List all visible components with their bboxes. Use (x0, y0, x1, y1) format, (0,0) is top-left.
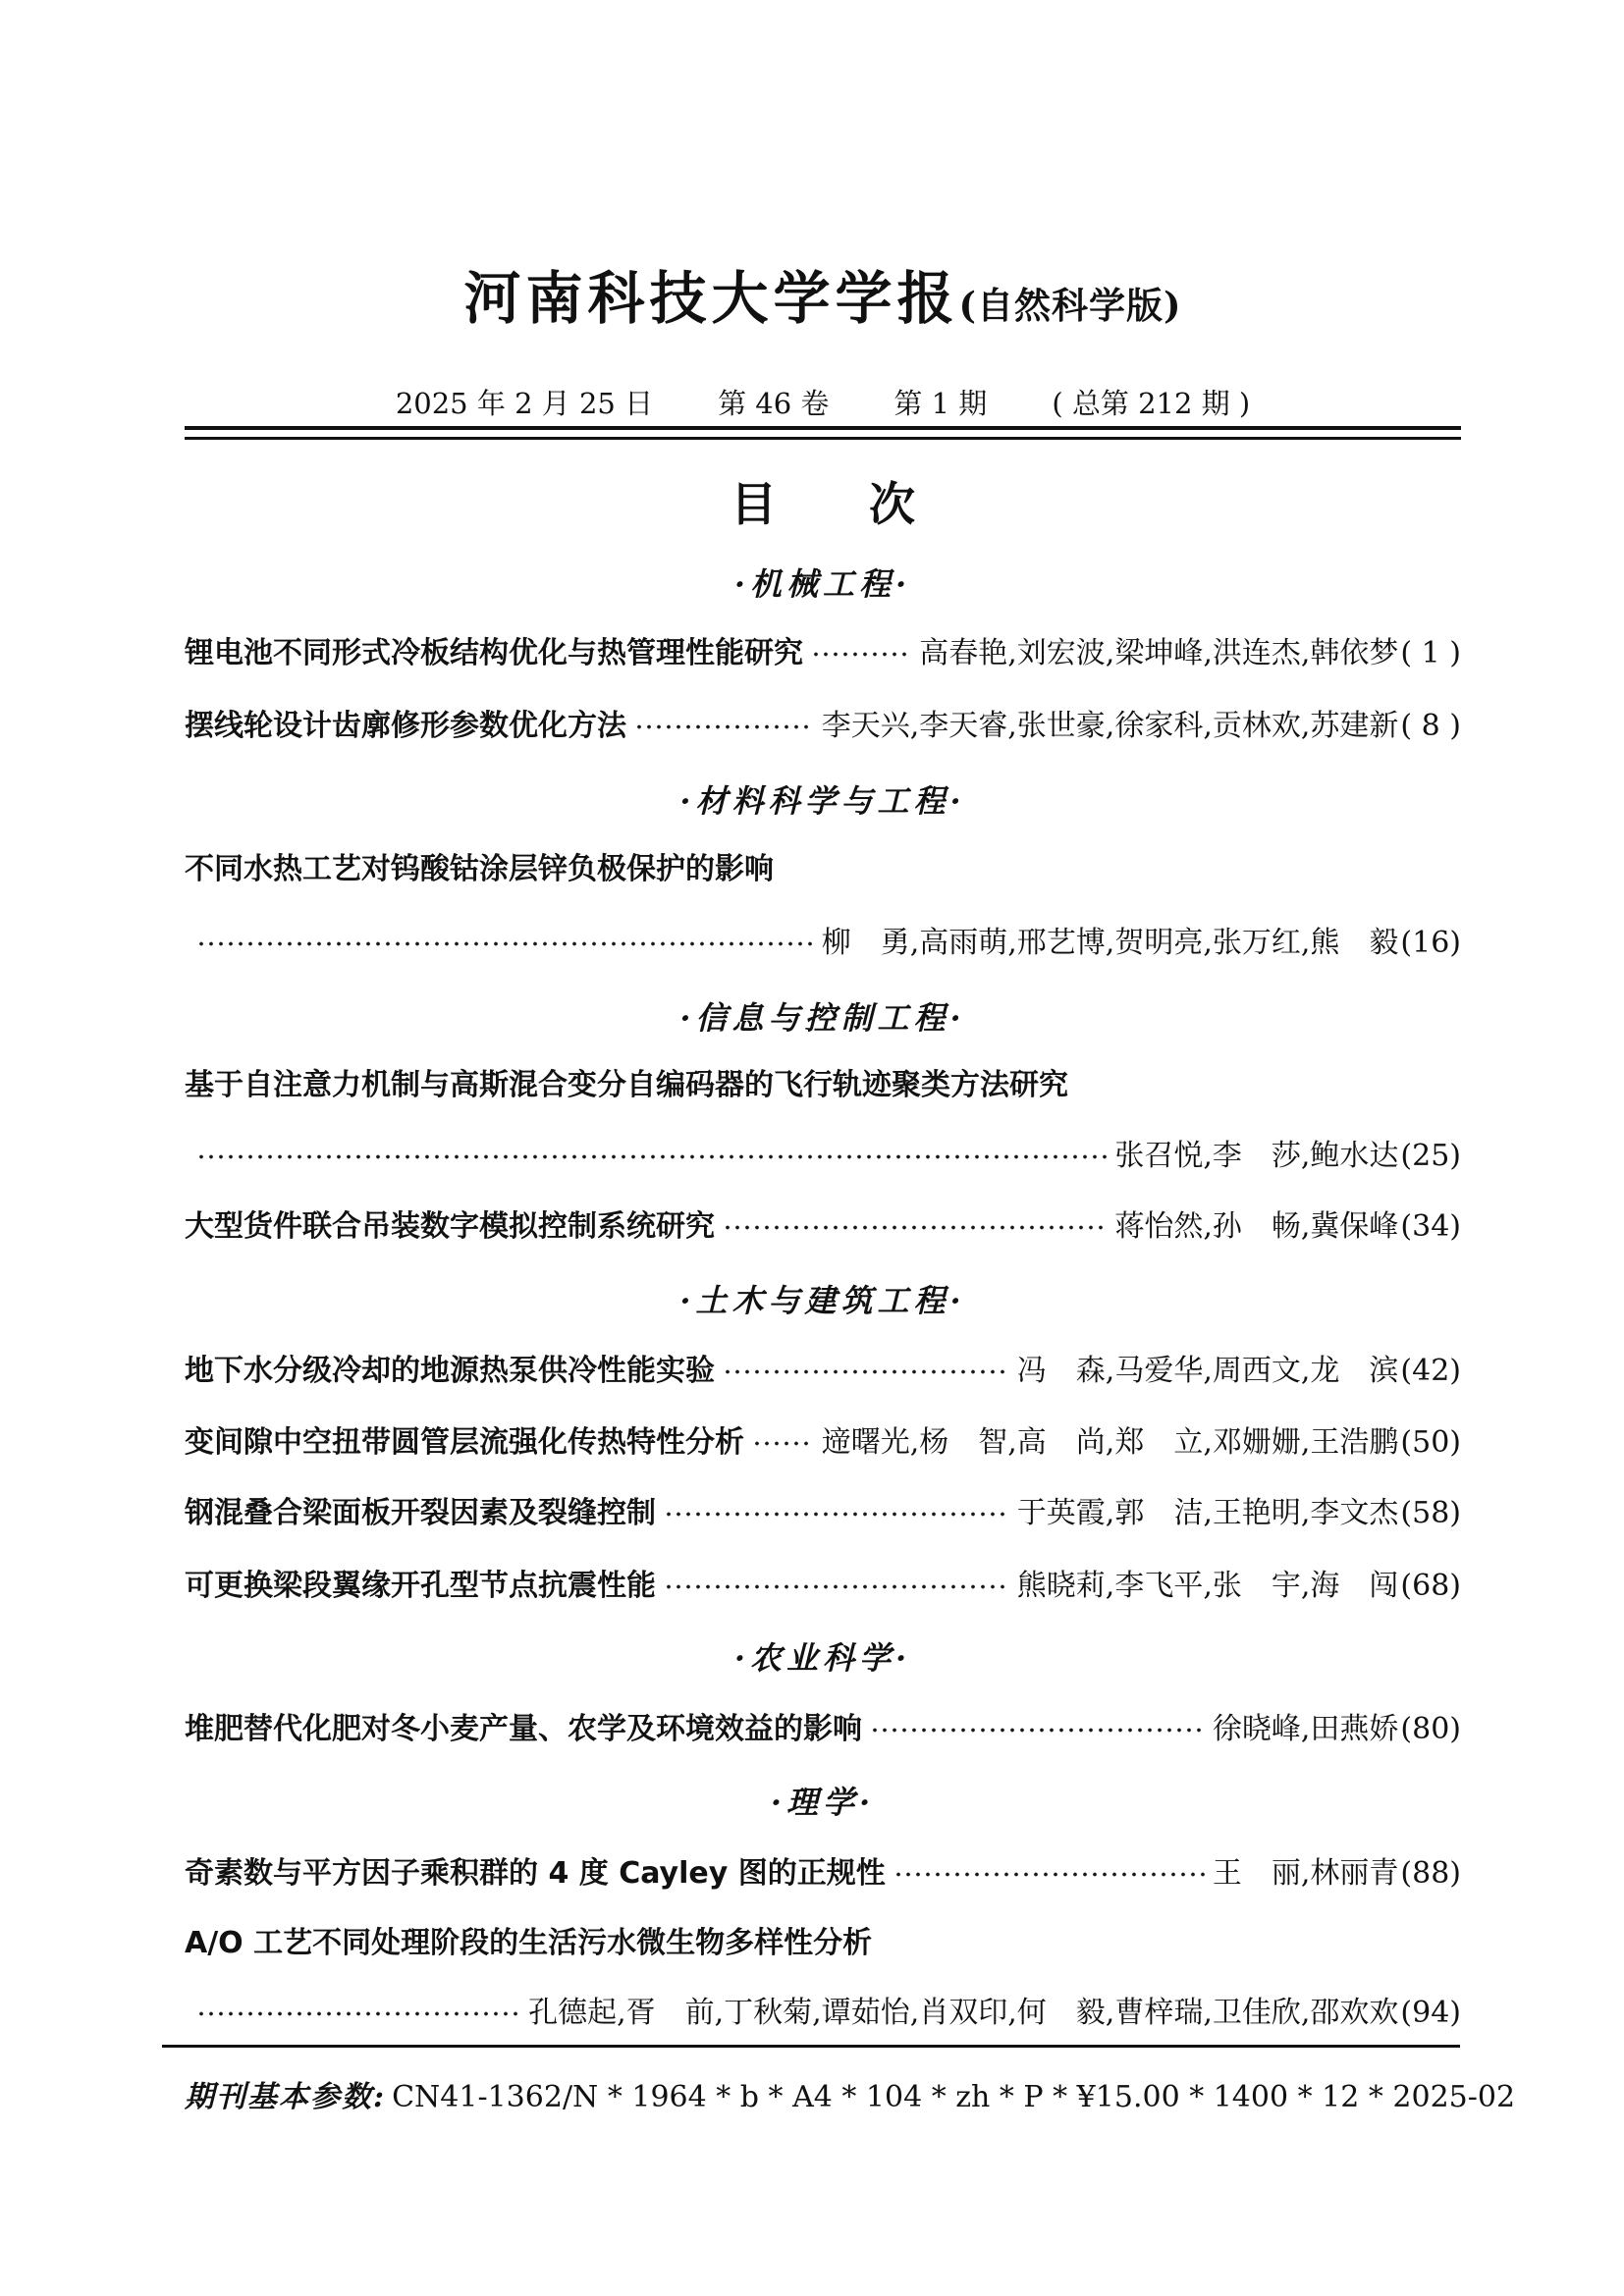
journal-masthead (185, 265, 1461, 332)
entry-title: 不同水热工艺对钨酸钴涂层锌负极保护的影响 (185, 852, 774, 886)
dot-leader (723, 1357, 1009, 1387)
entry-page: (25) (1400, 1139, 1461, 1173)
issue-volume: 第 46 卷 (718, 387, 830, 420)
dot-leader (870, 1715, 1205, 1745)
toc-entry-authors-line (185, 1136, 1461, 1177)
toc-entry (185, 1065, 1461, 1106)
entry-title: 基于自注意力机制与高斯混合变分自编码器的飞行轨迹聚类方法研究 (185, 1068, 1068, 1102)
toc-entry (185, 633, 1461, 674)
entry-authors: 高春艳,刘宏波,梁坤峰,洪连杰,韩依梦 (919, 636, 1399, 670)
entry-page: (58) (1400, 1496, 1461, 1530)
toc-entry (185, 1493, 1461, 1534)
toc-entry (185, 1853, 1461, 1895)
entry-title: 大型货件联合吊装数字模拟控制系统研究 (185, 1209, 715, 1244)
entry-page: (16) (1400, 926, 1461, 960)
dot-leader (752, 1428, 814, 1459)
toc-entry (185, 1351, 1461, 1392)
entry-authors: 王 丽,林丽青 (1212, 1856, 1399, 1891)
toc-heading-row (185, 478, 1461, 532)
section-heading: ·材料科学与工程· (679, 782, 966, 820)
journal-subtitle: (自然科学版) (958, 284, 1182, 327)
section-heading: ·农业科学· (733, 1639, 912, 1677)
journal-parameters-value: CN41-1362/N * 1964 * b * A4 * 104 * zh * P * ¥15.00 * 1400 * 12 * 2025-02 (392, 2080, 1516, 2114)
entry-authors: 冯 森,马爱华,周西文,龙 滨 (1016, 1354, 1399, 1388)
entry-title: 堆肥替代化肥对冬小麦产量、农学及环境效益的影响 (185, 1712, 862, 1746)
toc-entry (185, 1709, 1461, 1750)
entry-title: 钢混叠合梁面板开裂因素及裂缝控制 (185, 1496, 656, 1530)
entry-title: 可更换梁段翼缘开孔型节点抗震性能 (185, 1569, 656, 1603)
section-heading: ·理学· (770, 1784, 876, 1821)
journal-title: 河南科技大学学报 (463, 265, 959, 332)
issue-info (185, 383, 1461, 424)
entry-title: 摆线轮设计齿廓修形参数优化方法 (185, 709, 626, 743)
entry-authors: 蒋怡然,孙 畅,冀保峰 (1114, 1209, 1399, 1244)
dot-leader (196, 1999, 520, 2029)
dot-leader (196, 929, 814, 959)
entry-authors: 徐晓峰,田燕娇 (1212, 1712, 1399, 1746)
entry-title: 奇素数与平方因子乘积群的 4 度 Cayley 图的正规性 (185, 1856, 886, 1891)
toc-entry-authors-line (185, 923, 1461, 964)
entry-title: 锂电池不同形式冷板结构优化与热管理性能研究 (185, 636, 803, 670)
entry-page: (50) (1400, 1425, 1461, 1460)
section-heading: ·土木与建筑工程· (679, 1282, 966, 1319)
entry-page: (94) (1400, 1996, 1461, 2030)
entry-authors: 熊晓莉,李飞平,张 宇,海 闯 (1016, 1569, 1399, 1603)
toc-entry (185, 1923, 1461, 1964)
entry-authors: 张召悦,李 莎,鲍水达 (1114, 1139, 1399, 1173)
issue-total: ( 总第 212 期 ) (1052, 387, 1251, 420)
section-heading: ·机械工程· (733, 565, 912, 603)
issue-date: 2025 年 2 月 25 日 (395, 387, 654, 420)
entry-authors: 于英霞,郭 洁,王艳明,李文杰 (1016, 1496, 1399, 1530)
journal-parameters-label: 期刊基本参数: (185, 2080, 387, 2114)
entry-page: (34) (1400, 1209, 1461, 1244)
issue-number: 第 1 期 (893, 387, 988, 420)
entry-page: (42) (1400, 1354, 1461, 1388)
dot-leader (723, 1212, 1107, 1243)
entry-authors: 遆曙光,杨 智,高 尚,郑 立,邓姗姗,王浩鹏 (821, 1425, 1399, 1460)
dot-leader (196, 1142, 1107, 1172)
dot-leader (811, 639, 911, 669)
entry-page: (68) (1400, 1569, 1461, 1603)
double-divider (185, 426, 1461, 440)
entry-title: 变间隙中空扭带圆管层流强化传热特性分析 (185, 1425, 744, 1460)
entry-page: (88) (1400, 1856, 1461, 1891)
toc-entry (185, 1206, 1461, 1248)
toc-heading: 目 次 (731, 478, 915, 532)
dot-leader (634, 712, 814, 742)
toc-entry (185, 1566, 1461, 1607)
toc-entry (185, 1422, 1461, 1464)
entry-page: ( 8 ) (1400, 709, 1461, 743)
entry-authors: 孔德起,胥 前,丁秋菊,谭茹怡,肖双印,何 毅,曹梓瑞,卫佳欣,邵欢欢 (528, 1996, 1399, 2030)
toc-entry-authors-line (185, 1993, 1461, 2034)
toc-entry (185, 849, 1461, 890)
entry-authors: 柳 勇,高雨萌,邢艺博,贺明亮,张万红,熊 毅 (821, 926, 1399, 960)
journal-parameters (185, 2077, 1516, 2118)
entry-page: (80) (1400, 1712, 1461, 1746)
toc-entry (185, 706, 1461, 747)
dot-leader (664, 1572, 1009, 1602)
entry-page: ( 1 ) (1400, 636, 1461, 670)
single-divider (162, 2045, 1460, 2048)
entry-authors: 李天兴,李天睿,张世豪,徐家科,贡林欢,苏建新 (821, 709, 1399, 743)
dot-leader (893, 1859, 1205, 1890)
section-heading: ·信息与控制工程· (679, 999, 966, 1037)
dot-leader (664, 1499, 1009, 1529)
entry-title: 地下水分级冷却的地源热泵供冷性能实验 (185, 1354, 715, 1388)
entry-title: A/O 工艺不同处理阶段的生活污水微生物多样性分析 (185, 1926, 873, 1960)
